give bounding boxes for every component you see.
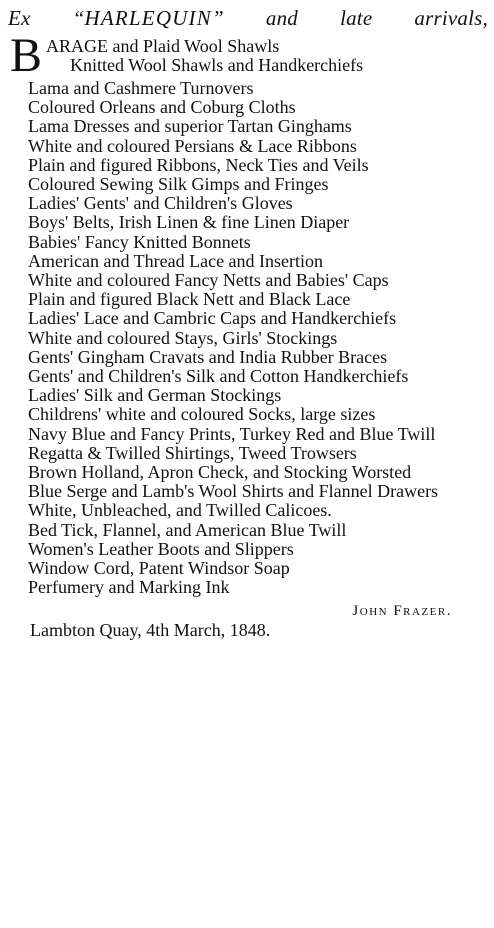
first-item-lines [46,37,488,75]
list-item: White and coloured Fancy Netts and Babies' Caps [28,270,389,291]
drop-cap: B [10,29,43,82]
list-item: Boys' Belts, Irish Linen & fine Linen Diaper [28,212,350,233]
list-item: Perfumery and Marking Ink [28,577,230,598]
list-item: Lama Dresses and superior Tartan Ginghams [28,116,352,137]
list-item: Gents' Gingham Cravats and India Rubber Braces [28,346,388,367]
list-item: White, Unbleached, and Twilled Calicoes. [28,500,332,521]
list-item: Brown Holland, Apron Check, and Stocking Worsted [28,462,412,483]
list-item: Babies' Fancy Knitted Bonnets [28,231,251,252]
list-item: Gents' and Children's Silk and Cotton Handkerchiefs [28,366,409,387]
list-item: Ladies' Gents' and Children's Gloves [28,193,293,214]
goods-list [28,79,488,597]
list-item: Coloured Sewing Silk Gimps and Fringes [28,174,329,195]
first-item-line-1: ARAGE and Plaid Wool Shawls [46,36,280,56]
first-item [8,29,488,82]
header-suffix: ” and late arrivals, [211,6,488,30]
list-item: Navy Blue and Fancy Prints, Turkey Red and Blue Twill [28,423,436,444]
list-item: Ladies' Lace and Cambric Caps and Handkerchiefs [28,308,397,329]
dateline: Lambton Quay, 4th March, 1848. [30,620,271,641]
list-item: Ladies' Silk and German Stockings [28,385,282,406]
list-item: White and coloured Stays, Girls' Stockings [28,327,338,348]
list-item: Plain and figured Ribbons, Neck Ties and Veils [28,154,369,175]
list-item: Coloured Orleans and Coburg Cloths [28,97,296,118]
list-item: Lama and Cashmere Turnovers [28,78,254,98]
list-item: Blue Serge and Lamb's Wool Shirts and Flannel Drawers [28,481,439,502]
list-item: Window Cord, Patent Windsor Soap [28,558,290,579]
merchant-signature: John Frazer. [352,603,452,620]
first-item-line-2: Knitted Wool Shawls and Handkerchiefs [70,55,364,75]
advertisement-header [8,4,488,32]
list-item: Regatta & Twilled Shirtings, Tweed Trowsers [28,442,357,463]
ship-name: HARLEQUIN [84,6,212,30]
list-item: Plain and figured Black Nett and Black Lace [28,289,351,310]
list-item: American and Thread Lace and Insertion [28,250,324,271]
list-item: Bed Tick, Flannel, and American Blue Twill [28,519,347,540]
header-prefix: Ex “ [8,6,85,30]
list-item: White and coloured Persians & Lace Ribbons [28,135,357,156]
list-item: Women's Leather Boots and Slippers [28,538,294,559]
list-item: Childrens' white and coloured Socks, large sizes [28,404,376,425]
